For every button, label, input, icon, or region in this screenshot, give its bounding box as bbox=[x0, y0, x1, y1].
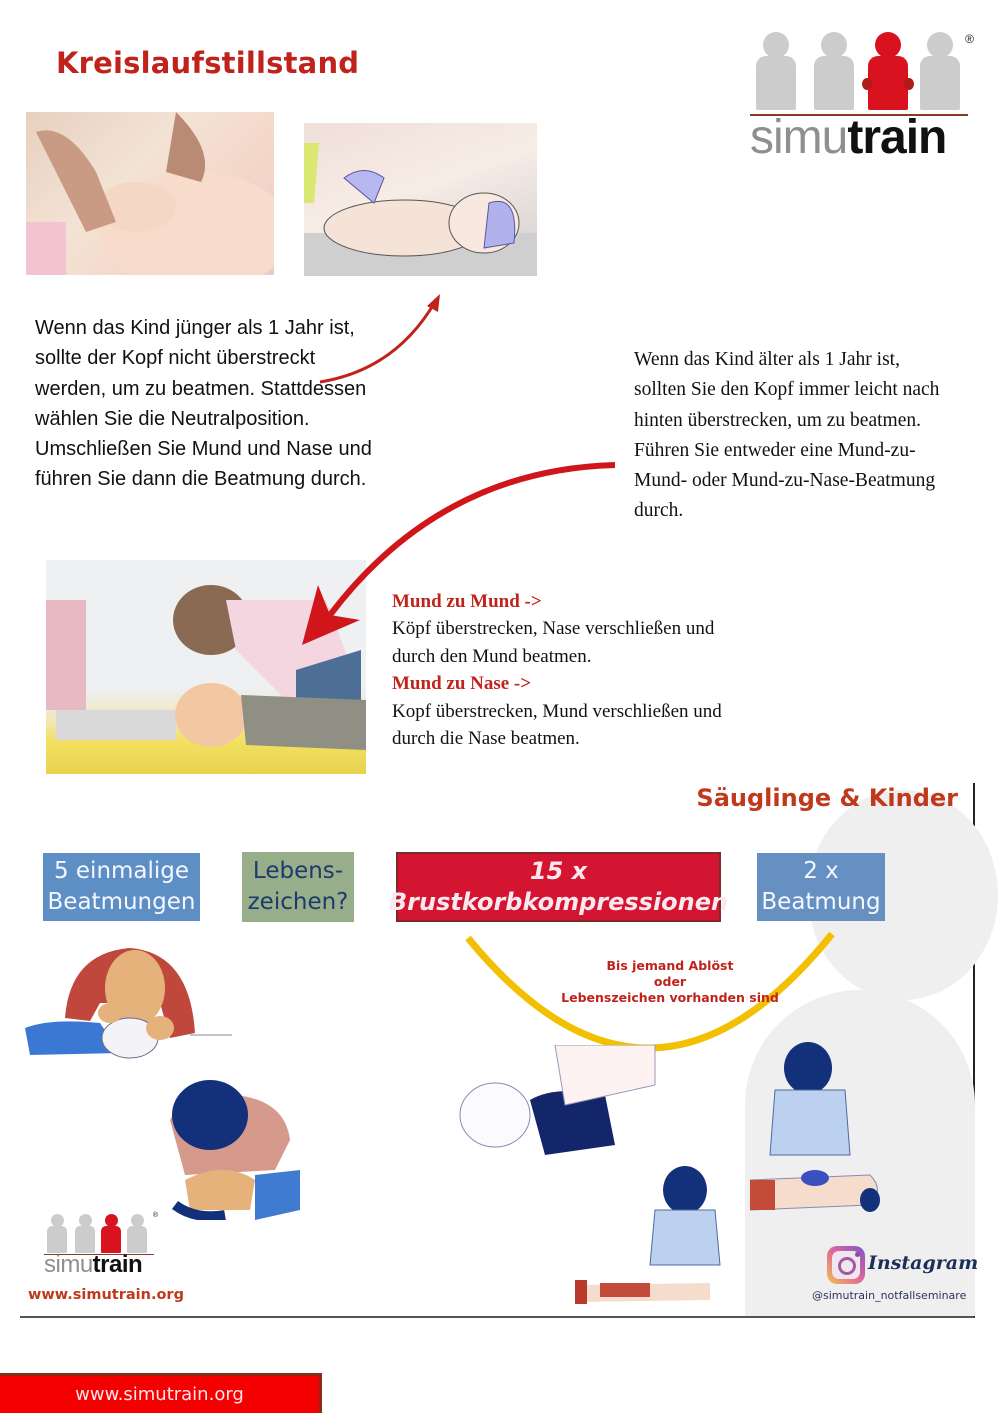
instagram-handle[interactable]: @simutrain_notfallseminare bbox=[812, 1289, 967, 1302]
instagram-icon-dot bbox=[855, 1252, 860, 1257]
footer-url-bar[interactable] bbox=[0, 1373, 322, 1413]
method-heading-mouth-to-nose: Mund zu Nase -> bbox=[392, 673, 532, 695]
logo-wordmark: simutrain bbox=[750, 111, 947, 164]
infant-breathing-illustration bbox=[20, 943, 235, 1063]
step-chest-compressions: 15 x Brustkorbkompressionen bbox=[396, 852, 721, 922]
infant-head-tilt-sketch bbox=[304, 123, 537, 276]
instagram-icon[interactable] bbox=[827, 1246, 865, 1284]
adult-compression-illustration bbox=[750, 1040, 885, 1235]
child-over-1-instructions: Wenn das Kind älter als 1 Jahr ist, sollten Sie den Kopf immer leicht nach hinten überstrecken, um zu beatmen. Führen Sie entweder eine Mund-zu-Mund- oder Mund-zu-Nase-Beatmung durch. bbox=[634, 349, 940, 522]
method-text-mouth-to-mouth: Köpf überstrecken, Nase verschließen und durch den Mund beatmen. bbox=[392, 618, 715, 667]
logo-figure-red-icon bbox=[862, 32, 914, 114]
simutrain-small-logo: ® simutrain bbox=[44, 1212, 158, 1278]
infant-breathing-photo bbox=[26, 112, 274, 275]
breathing-methods bbox=[392, 588, 732, 752]
logo-figure-icon bbox=[914, 32, 966, 114]
method-text-mouth-to-nose: Kopf überstrecken, Mund verschließen und durch die Nase beatmen. bbox=[392, 700, 722, 750]
website-link[interactable]: www.simutrain.org bbox=[28, 1287, 184, 1303]
infant-compression-illustration bbox=[455, 1045, 670, 1160]
page-title: Kreislaufstillstand bbox=[56, 46, 360, 80]
simutrain-logo bbox=[748, 28, 978, 163]
registered-mark: ® bbox=[965, 32, 974, 46]
logo-figure-icon bbox=[808, 32, 860, 114]
instagram-label: Instagram bbox=[868, 1252, 979, 1274]
step-signs-of-life: Lebens- zeichen? bbox=[242, 852, 354, 922]
logo-figure-icon bbox=[750, 32, 802, 114]
method-heading-mouth-to-mouth: Mund zu Mund -> bbox=[392, 591, 542, 612]
step-rescue-breaths: 2 x Beatmung bbox=[757, 853, 885, 921]
infant-under-1-instructions: Wenn das Kind jünger als 1 Jahr ist, sollte der Kopf nicht überstreckt werden, um zu beatmen. Stattdessen wählen Sie die Neutralposition. Umschließen Sie Mund und Nase und führen Sie dann die Beatmung durch. bbox=[35, 317, 372, 491]
loop-condition-text: Bis jemand Ablöst oder Lebenszeichen vorhanden sind bbox=[561, 958, 779, 1005]
child-compression-illustration bbox=[570, 1165, 725, 1310]
footer-url[interactable]: www.simutrain.org bbox=[75, 1384, 244, 1405]
child-breathing-illustration bbox=[165, 1080, 300, 1220]
step-initial-breaths: 5 einmalige Beatmungen bbox=[43, 853, 200, 921]
section-title: Säuglinge & Kinder bbox=[696, 784, 958, 812]
